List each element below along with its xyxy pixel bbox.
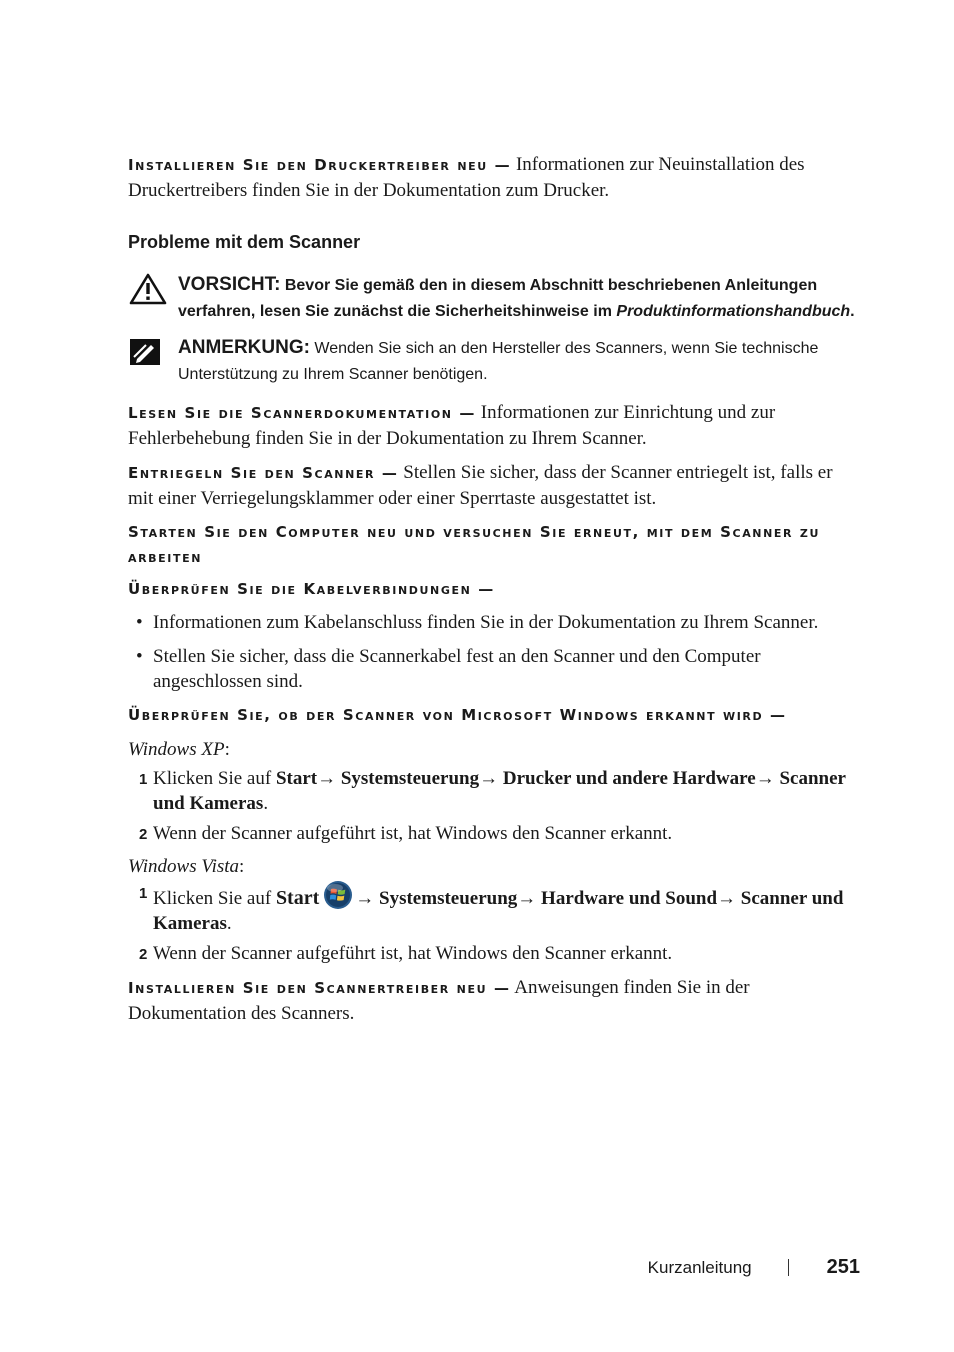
windows-vista-label [128, 854, 860, 879]
arrow: → [355, 888, 380, 909]
footer-chapter-label: Kurzanleitung [647, 1257, 752, 1277]
step-item [128, 766, 860, 816]
bullet: • [136, 612, 143, 633]
list-item-text: Stellen Sie sicher, dass die Scannerkabel fest an den Scanner und den Computer angeschlossen sind. [153, 646, 761, 692]
section-title: Probleme mit dem Scanner [128, 232, 361, 252]
menu-path-control-panel: Systemsteuerung [340, 768, 480, 789]
page-number: 251 [826, 1256, 860, 1278]
run-in-heading: Entriegeln Sie den Scanner — [128, 464, 399, 482]
windows-xp-label [128, 737, 860, 762]
step-number: 1 [139, 771, 148, 788]
warning-triangle-icon [128, 272, 168, 315]
menu-path-printers-hardware: Drucker und andere Hardware [502, 768, 756, 789]
step-text: Klicken Sie auf [153, 888, 276, 909]
manual-title: Produktinformationshandbuch [616, 303, 851, 320]
caution-text: Bevor Sie gemäß den in diesem Abschnitt beschriebenen Anleitungen verfahren, lesen Sie zunächst die Sicherheitshinweise im [178, 277, 818, 320]
paragraph-scanner-docs [128, 400, 860, 451]
list-item-text: Informationen zum Kabelanschluss finden Sie in der Dokumentation zu Ihrem Scanner. [153, 612, 819, 633]
paragraph-unlock-scanner [128, 460, 860, 511]
page-content [128, 152, 860, 1026]
menu-path-control-panel: Systemsteuerung [379, 888, 518, 909]
footer-divider [788, 1259, 789, 1276]
list-item [128, 644, 860, 694]
arrow: → [317, 768, 341, 789]
menu-path-hardware-sound: Hardware und Sound [541, 888, 718, 909]
punctuation: : [224, 739, 230, 760]
paragraph-text: Informationen zur Neuinstallation des Druckertreibers finden Sie in der Dokumentation zum Drucker. [128, 154, 805, 201]
punctuation: . [850, 303, 855, 320]
caution-label: VORSICHT: [178, 274, 281, 295]
list-item [128, 610, 860, 635]
note-label: ANMERKUNG: [178, 337, 310, 358]
pencil-note-icon [128, 337, 162, 376]
page-footer [648, 1256, 860, 1279]
windows-start-icon [323, 880, 353, 910]
heading-restart-computer: Starten Sie den Computer neu und versuchen Sie erneut, mit dem Scanner zu arbeiten [128, 523, 821, 566]
os-name: Windows Vista [128, 856, 240, 877]
step-item [128, 880, 860, 936]
menu-path-scanners-cameras: Scanner und Kameras [153, 888, 844, 934]
cable-check-list [128, 610, 860, 694]
paragraph-printer-driver [128, 152, 860, 203]
menu-path-start: Start [275, 768, 318, 789]
run-in-heading: Lesen Sie die Scannerdokumentation — [128, 404, 477, 422]
paragraph-text: Anweisungen finden Sie in der Dokumentation des Scanners. [128, 977, 750, 1024]
info-note [128, 335, 860, 388]
arrow: → [517, 888, 542, 909]
os-name: Windows XP [128, 739, 225, 760]
windows-xp-steps [128, 766, 860, 846]
punctuation: . [226, 913, 232, 934]
arrow: → [755, 768, 780, 789]
step-text: Klicken Sie auf [153, 768, 276, 789]
run-in-heading: Installieren Sie den Scannertreiber neu — [128, 979, 511, 997]
bullet: • [136, 646, 143, 667]
arrow: → [479, 768, 503, 789]
step-number: 2 [139, 946, 148, 963]
paragraph-text: Informationen zur Einrichtung und zur Fehlerbehebung finden Sie in der Dokumentation zu Ihrem Scanner. [128, 402, 776, 449]
punctuation: : [239, 856, 245, 877]
step-text: Wenn der Scanner aufgeführt ist, hat Windows den Scanner erkannt. [153, 823, 673, 844]
heading-check-cables: Überprüfen Sie die Kabelverbindungen — [128, 580, 495, 598]
arrow: → [717, 888, 741, 909]
step-number: 2 [139, 826, 148, 843]
heading-windows-detection: Überprüfen Sie, ob der Scanner von Microsoft Windows erkannt wird — [128, 706, 787, 724]
note-text: Wenden Sie sich an den Hersteller des Scanners, wenn Sie technische Unterstützung zu Ihrem Scanner benötigen. [178, 340, 819, 383]
paragraph-text: Stellen Sie sicher, dass der Scanner entriegelt ist, falls er mit einer Verriegelungsklammer oder einer Sperrtaste ausgestattet ist. [128, 462, 833, 509]
step-item [128, 821, 860, 846]
step-number: 1 [139, 885, 148, 902]
menu-path-scanners-cameras: Scanner und Kameras [153, 768, 846, 814]
punctuation: . [263, 793, 269, 814]
paragraph-scanner-driver [128, 975, 860, 1026]
run-in-heading: Installieren Sie den Druckertreiber neu — [128, 156, 512, 174]
step-item [128, 941, 860, 966]
menu-path-start: Start [275, 887, 320, 909]
step-text: Wenn der Scanner aufgeführt ist, hat Windows den Scanner erkannt. [153, 943, 673, 964]
caution-note [128, 272, 860, 325]
windows-vista-steps [128, 880, 860, 966]
